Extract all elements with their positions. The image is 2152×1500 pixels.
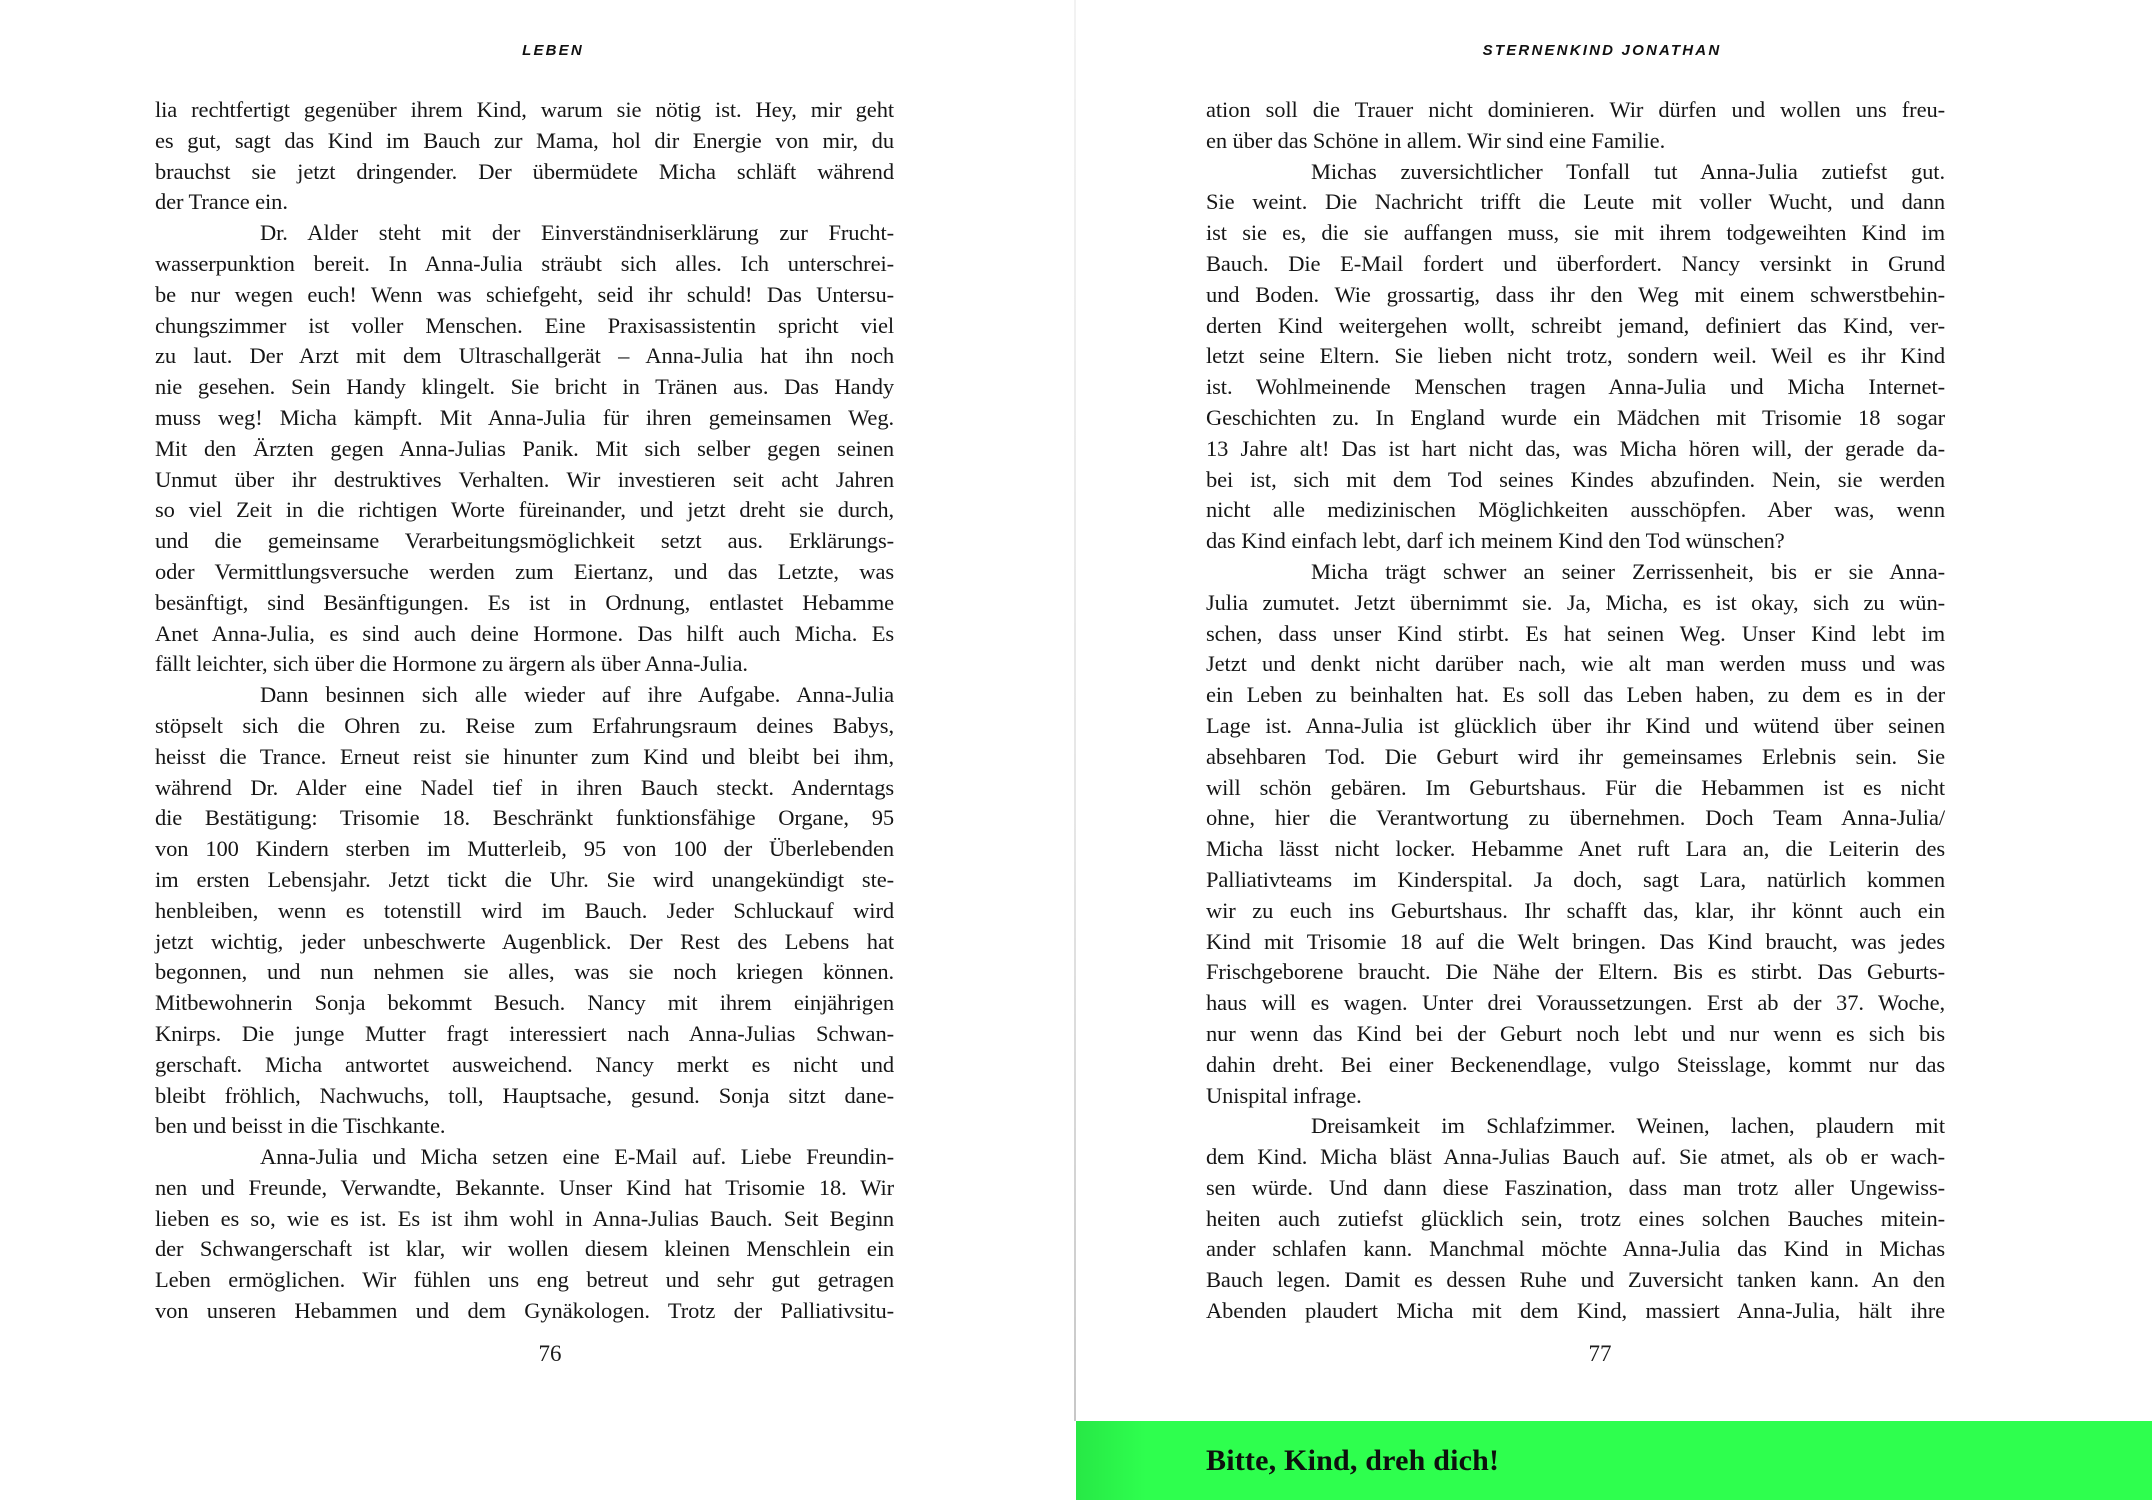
text-line: Dr. Alder steht mit der Einverständniserklärung zur Frucht- <box>260 220 894 246</box>
text-line: besänftigt, sind Besänftigungen. Es ist in Ordnung, entlastet Hebamme <box>155 589 894 615</box>
text-line: ist. Wohlmeinende Menschen tragen Anna-Julia und Micha Internet- <box>1206 374 1945 400</box>
text-line: der Trance ein. <box>155 189 288 215</box>
text-line: dem Kind. Micha bläst Anna-Julias Bauch auf. Sie atmet, als ob er wach- <box>1206 1144 1945 1170</box>
text-line: und Boden. Wie grossartig, dass ihr den Weg mit einem schwerstbehin- <box>1206 281 1945 307</box>
text-line: lieben es so, wie es ist. Es ist ihm wohl in Anna-Julias Bauch. Seit Beginn <box>155 1205 894 1231</box>
text-line: Unispital infrage. <box>1206 1082 1362 1108</box>
text-line: Dreisamkeit im Schlafzimmer. Weinen, lachen, plaudern mit <box>1311 1113 1945 1139</box>
text-line: Unmut über ihr destruktives Verhalten. Wir investieren seit acht Jahren <box>155 466 894 492</box>
text-line: Anet Anna-Julia, es sind auch deine Hormone. Das hilft auch Micha. Es <box>155 620 894 646</box>
page-spine <box>1074 0 1076 1421</box>
text-line: brauchst sie jetzt dringender. Der übermüdete Micha schläft während <box>155 158 894 184</box>
text-line: haus will es wagen. Unter drei Voraussetzungen. Erst ab der 37. Woche, <box>1206 990 1945 1016</box>
text-line: zu laut. Der Arzt mit dem Ultraschallgerät – Anna-Julia hat ihn noch <box>155 343 894 369</box>
text-line: Palliativteams im Kinderspital. Ja doch, sagt Lara, natürlich kommen <box>1206 866 1945 892</box>
text-line: während Dr. Alder eine Nadel tief in ihren Bauch steckt. Anderntags <box>155 774 894 800</box>
running-head-right: STERNENKIND JONATHAN <box>1482 42 1722 59</box>
text-line: Lage ist. Anna-Julia ist glücklich über ihr Kind und wütend über seinen <box>1206 712 1945 738</box>
text-line: will schön gebären. Im Geburtshaus. Für die Hebammen ist es nicht <box>1206 774 1945 800</box>
text-line: jetzt wichtig, jeder unbeschwerte Augenblick. Der Rest des Lebens hat <box>155 928 894 954</box>
text-line: bleibt fröhlich, Nachwuchs, toll, Hauptsache, gesund. Sonja sitzt dane- <box>155 1082 894 1108</box>
text-line: Knirps. Die junge Mutter fragt interessiert nach Anna-Julias Schwan- <box>155 1020 894 1046</box>
page-number-right: 77 <box>1588 1341 1612 1366</box>
text-line: ist sie es, die sie auffangen muss, sie mit ihrem todgeweihten Kind im <box>1206 220 1945 246</box>
text-line: es gut, sagt das Kind im Bauch zur Mama, hol dir Energie von mir, du <box>155 127 894 153</box>
text-line: Leben ermöglichen. Wir fühlen uns eng betreut und sehr gut getragen <box>155 1267 894 1293</box>
text-line: bei ist, sich mit dem Tod seines Kindes abzufinden. Nein, sie werden <box>1206 466 1945 492</box>
text-line: derten Kind weitergehen wollt, schreibt jemand, definiert das Kind, ver- <box>1206 312 1945 338</box>
text-line: fällt leichter, sich über die Hormone zu ärgern als über Anna-Julia. <box>155 651 748 677</box>
text-line: so viel Zeit in die richtigen Worte füreinander, und jetzt dreht sie durch, <box>155 497 894 523</box>
text-line: heiten auch zutiefst glücklich sein, trotz eines solchen Bauches mitein- <box>1206 1205 1945 1231</box>
text-line: von 100 Kindern sterben im Mutterleib, 95 von 100 der Überlebenden <box>155 836 894 862</box>
text-line: dahin dreht. Bei einer Beckenendlage, vulgo Steisslage, kommt nur das <box>1206 1051 1945 1077</box>
text-line: Sie weint. Die Nachricht trifft die Leute mit voller Wucht, und dann <box>1206 189 1945 215</box>
text-line: die Bestätigung: Trisomie 18. Beschränkt funktionsfähige Organe, 95 <box>155 805 894 831</box>
text-line: stöpselt sich die Ohren zu. Reise zum Erfahrungsraum deines Babys, <box>155 712 894 738</box>
text-line: chungszimmer ist voller Menschen. Eine Praxisassistentin spricht viel <box>155 312 894 338</box>
green-banner <box>1076 1421 2152 1500</box>
text-line: Frischgeborene braucht. Die Nähe der Eltern. Bis es stirbt. Das Geburts- <box>1206 959 1945 985</box>
text-line: nen und Freunde, Verwandte, Bekannte. Unser Kind hat Trisomie 18. Wir <box>155 1174 894 1200</box>
text-line: ander schlafen kann. Manchmal möchte Anna-Julia das Kind in Michas <box>1206 1236 1945 1262</box>
text-line: henbleiben, wenn es totenstill wird im Bauch. Jeder Schluckauf wird <box>155 897 894 923</box>
text-line: sen würde. Und dann diese Faszination, dass man trotz aller Ungewiss- <box>1206 1174 1945 1200</box>
text-line: das Kind einfach lebt, darf ich meinem Kind den Tod wünschen? <box>1206 528 1785 554</box>
text-line: Micha trägt schwer an seiner Zerrissenheit, bis er sie Anna- <box>1311 558 1945 584</box>
text-line: en über das Schöne in allem. Wir sind eine Familie. <box>1206 127 1666 153</box>
text-line: Mitbewohnerin Sonja bekommt Besuch. Nancy mit ihrem einjährigen <box>155 990 894 1016</box>
text-line: ohne, hier die Verantwortung zu übernehmen. Doch Team Anna-Julia/ <box>1206 805 1945 831</box>
text-line: Julia zumutet. Jetzt übernimmt sie. Ja, Micha, es ist okay, sich zu wün- <box>1206 589 1945 615</box>
text-line: begonnen, und nun nehmen sie alles, was sie noch kriegen können. <box>155 959 894 985</box>
text-line: lia rechtfertigt gegenüber ihrem Kind, warum sie nötig ist. Hey, mir geht <box>155 97 894 122</box>
text-line: ein Leben zu beinhalten hat. Es soll das Leben haben, zu dem es in der <box>1206 682 1945 708</box>
text-line: der Schwangerschaft ist klar, wir wollen diesem kleinen Menschlein ein <box>155 1236 894 1262</box>
left-page-text <box>155 95 894 1327</box>
text-line: Abenden plaudert Micha mit dem Kind, massiert Anna-Julia, hält ihre <box>1206 1298 1945 1324</box>
text-line: absehbaren Tod. Die Geburt wird ihr gemeinsames Erlebnis sein. Sie <box>1206 743 1945 769</box>
text-line: muss weg! Micha kämpft. Mit Anna-Julia für ihren gemeinsamen Weg. <box>155 404 894 430</box>
text-line: Michas zuversichtlicher Tonfall tut Anna-Julia zutiefst gut. <box>1311 158 1945 184</box>
right-page-text <box>1206 95 1945 1327</box>
text-line: nicht alle medizinischen Möglichkeiten ausschöpfen. Aber was, wenn <box>1206 497 1945 523</box>
page-number-left: 76 <box>538 1341 562 1366</box>
running-head-left: LEBEN <box>522 42 584 59</box>
text-line: 13 Jahre alt! Das ist hart nicht das, was Micha hören will, der gerade da- <box>1206 435 1945 461</box>
text-line: oder Vermittlungsversuche werden zum Eiertanz, und das Letzte, was <box>155 558 894 584</box>
text-line: heisst die Trance. Erneut reist sie hinunter zum Kind und bleibt bei ihm, <box>155 743 894 769</box>
text-line: be nur wegen euch! Wenn was schiefgeht, seid ihr schuld! Das Untersu- <box>155 281 894 307</box>
text-line: Geschichten zu. In England wurde ein Mädchen mit Trisomie 18 sogar <box>1206 404 1945 430</box>
text-line: letzt seine Eltern. Sie lieben nicht trotz, sondern weil. Weil es ihr Kind <box>1206 343 1945 369</box>
text-line: schen, dass unser Kind stirbt. Es hat seinen Weg. Unser Kind lebt im <box>1206 620 1945 646</box>
text-line: wasserpunktion bereit. In Anna-Julia sträubt sich alles. Ich unterschrei- <box>155 250 894 276</box>
text-line: Mit den Ärzten gegen Anna-Julias Panik. Mit sich selber gegen seinen <box>155 435 894 461</box>
text-line: und die gemeinsame Verarbeitungsmöglichkeit setzt aus. Erklärungs- <box>155 528 894 554</box>
text-line: Anna-Julia und Micha setzen eine E-Mail auf. Liebe Freundin- <box>260 1144 894 1170</box>
text-line: Bauch. Die E-Mail fordert und überfordert. Nancy versinkt in Grund <box>1206 250 1945 276</box>
banner-title: Bitte, Kind, dreh dich! <box>1206 1443 1500 1477</box>
text-line: nie gesehen. Sein Handy klingelt. Sie bricht in Tränen aus. Das Handy <box>155 374 894 400</box>
text-line: Jetzt und denkt nicht darüber nach, wie alt man werden muss und was <box>1206 651 1945 677</box>
text-line: Kind mit Trisomie 18 auf die Welt bringen. Das Kind braucht, was jedes <box>1206 928 1945 954</box>
text-line: Dann besinnen sich alle wieder auf ihre Aufgabe. Anna-Julia <box>260 682 894 708</box>
text-line: nur wenn das Kind bei der Geburt noch lebt und nur wenn es sich bis <box>1206 1020 1945 1046</box>
text-line: ation soll die Trauer nicht dominieren. Wir dürfen und wollen uns freu- <box>1206 97 1945 122</box>
text-line: im ersten Lebensjahr. Jetzt tickt die Uhr. Sie wird unangekündigt ste- <box>155 866 894 892</box>
text-line: ben und beisst in die Tischkante. <box>155 1113 446 1139</box>
text-line: wir zu euch ins Geburtshaus. Ihr schafft das, klar, ihr könnt auch ein <box>1206 897 1945 923</box>
text-line: Bauch legen. Damit es dessen Ruhe und Zuversicht tanken kann. An den <box>1206 1267 1945 1293</box>
text-line: gerschaft. Micha antwortet ausweichend. Nancy merkt es nicht und <box>155 1051 894 1077</box>
text-line: Micha lässt nicht locker. Hebamme Anet ruft Lara an, die Leiterin des <box>1206 836 1945 862</box>
text-line: von unseren Hebammen und dem Gynäkologen. Trotz der Palliativsitu- <box>155 1298 894 1324</box>
